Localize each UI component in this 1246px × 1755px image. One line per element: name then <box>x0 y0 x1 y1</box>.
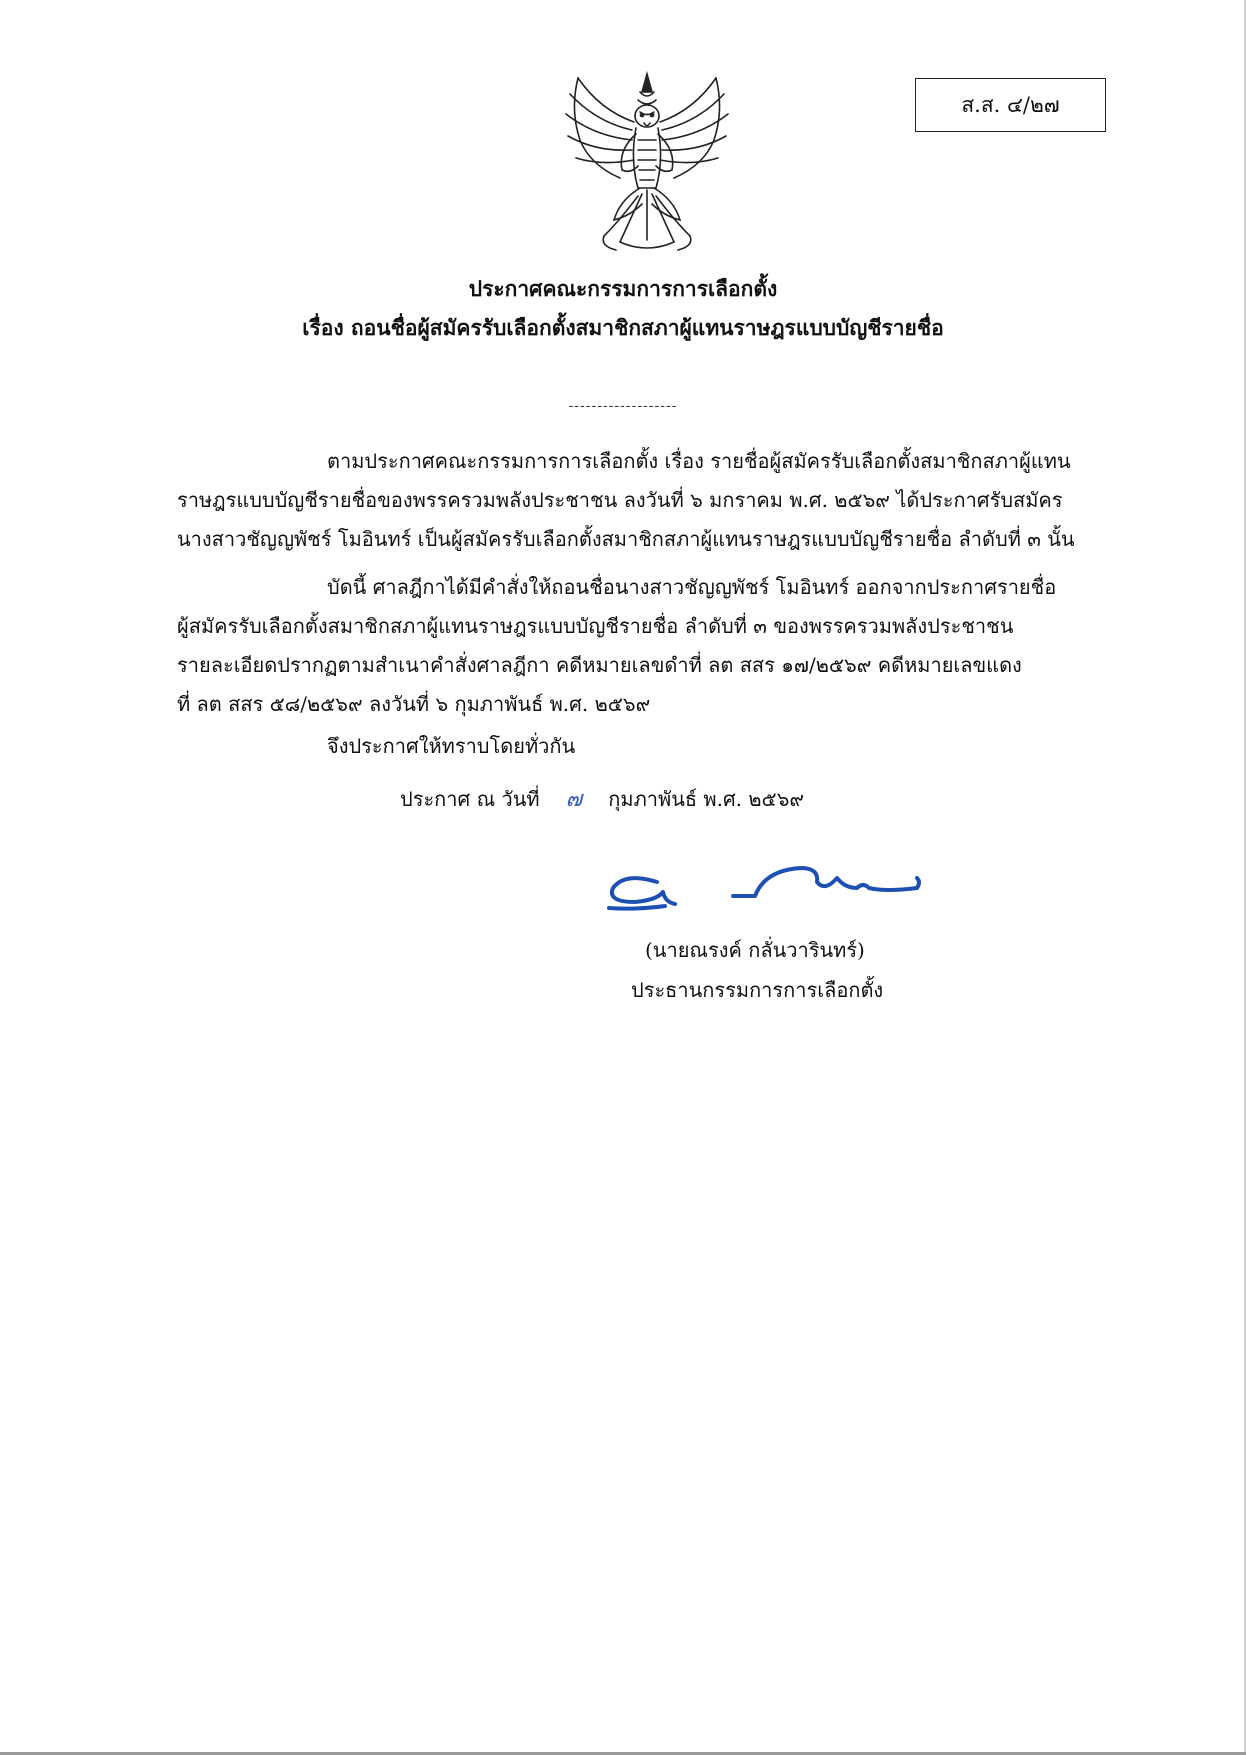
paragraph-line: ผู้สมัครรับเลือกตั้งสมาชิกสภาผู้แทนราษฎรแบบบัญชีรายชื่อ ลำดับที่ ๓ ของพรรครวมพลังประชาชน <box>177 614 1014 638</box>
paragraph-line: ที่ ลต สสร ๕๘/๒๕๖๙ ลงวันที่ ๖ กุมภาพันธ์ พ.ศ. ๒๕๖๙ <box>177 692 651 716</box>
dateline-prefix: ประกาศ ณ วันที่ <box>400 787 540 811</box>
dateline-suffix: กุมภาพันธ์ พ.ศ. ๒๕๖๙ <box>608 787 805 811</box>
document-code: ส.ส. ๔/๒๗ <box>961 92 1060 117</box>
signer-title: ประธานกรรมการการเลือกตั้ง <box>631 978 884 1002</box>
paragraph-line: รายละเอียดปรากฏตามสำเนาคำสั่งศาลฎีกา คดีหมายเลขดำที่ ลต สสร ๑๗/๒๕๖๙ คดีหมายเลขแดง <box>177 653 1022 677</box>
handwritten-day: ๗ <box>565 787 583 812</box>
signer-name: (นายณรงค์ กลั่นวารินทร์) <box>645 938 865 962</box>
announcement-dateline <box>400 781 804 816</box>
paragraph-line: บัดนี้ ศาลฎีกาได้มีคำสั่งให้ถอนชื่อนางสาวชัญญพัชร์ โมอินทร์ ออกจากประกาศรายชื่อ <box>327 575 1057 599</box>
separator-line: ------------------- <box>568 398 678 414</box>
paragraph-line: ตามประกาศคณะกรรมการการเลือกตั้ง เรื่อง รายชื่อผู้สมัครรับเลือกตั้งสมาชิกสภาผู้แทน <box>327 449 1071 473</box>
paragraph-line: นางสาวชัญญพัชร์ โมอินทร์ เป็นผู้สมัครรับเลือกตั้งสมาชิกสภาผู้แทนราษฎรแบบบัญชีรายชื่อ ลำดับที่ ๓ นั้น <box>177 527 1075 551</box>
paragraph-line: ราษฎรแบบบัญชีรายชื่อของพรรครวมพลังประชาชน ลงวันที่ ๖ มกราคม พ.ศ. ๒๕๖๙ ได้ประกาศรับสมัคร <box>177 488 1063 512</box>
paragraph-2 <box>177 568 1107 724</box>
document-code-box <box>915 78 1106 132</box>
signature <box>605 858 925 916</box>
closing-statement: จึงประกาศให้ทราบโดยทั่วกัน <box>327 734 576 758</box>
paragraph-1 <box>177 442 1107 559</box>
announcement-title: ประกาศคณะกรรมการการเลือกตั้ง <box>468 276 778 301</box>
garuda-emblem <box>560 70 735 254</box>
announcement-subject: เรื่อง ถอนชื่อผู้สมัครรับเลือกตั้งสมาชิกสภาผู้แทนราษฎรแบบบัญชีรายชื่อ <box>302 315 944 340</box>
